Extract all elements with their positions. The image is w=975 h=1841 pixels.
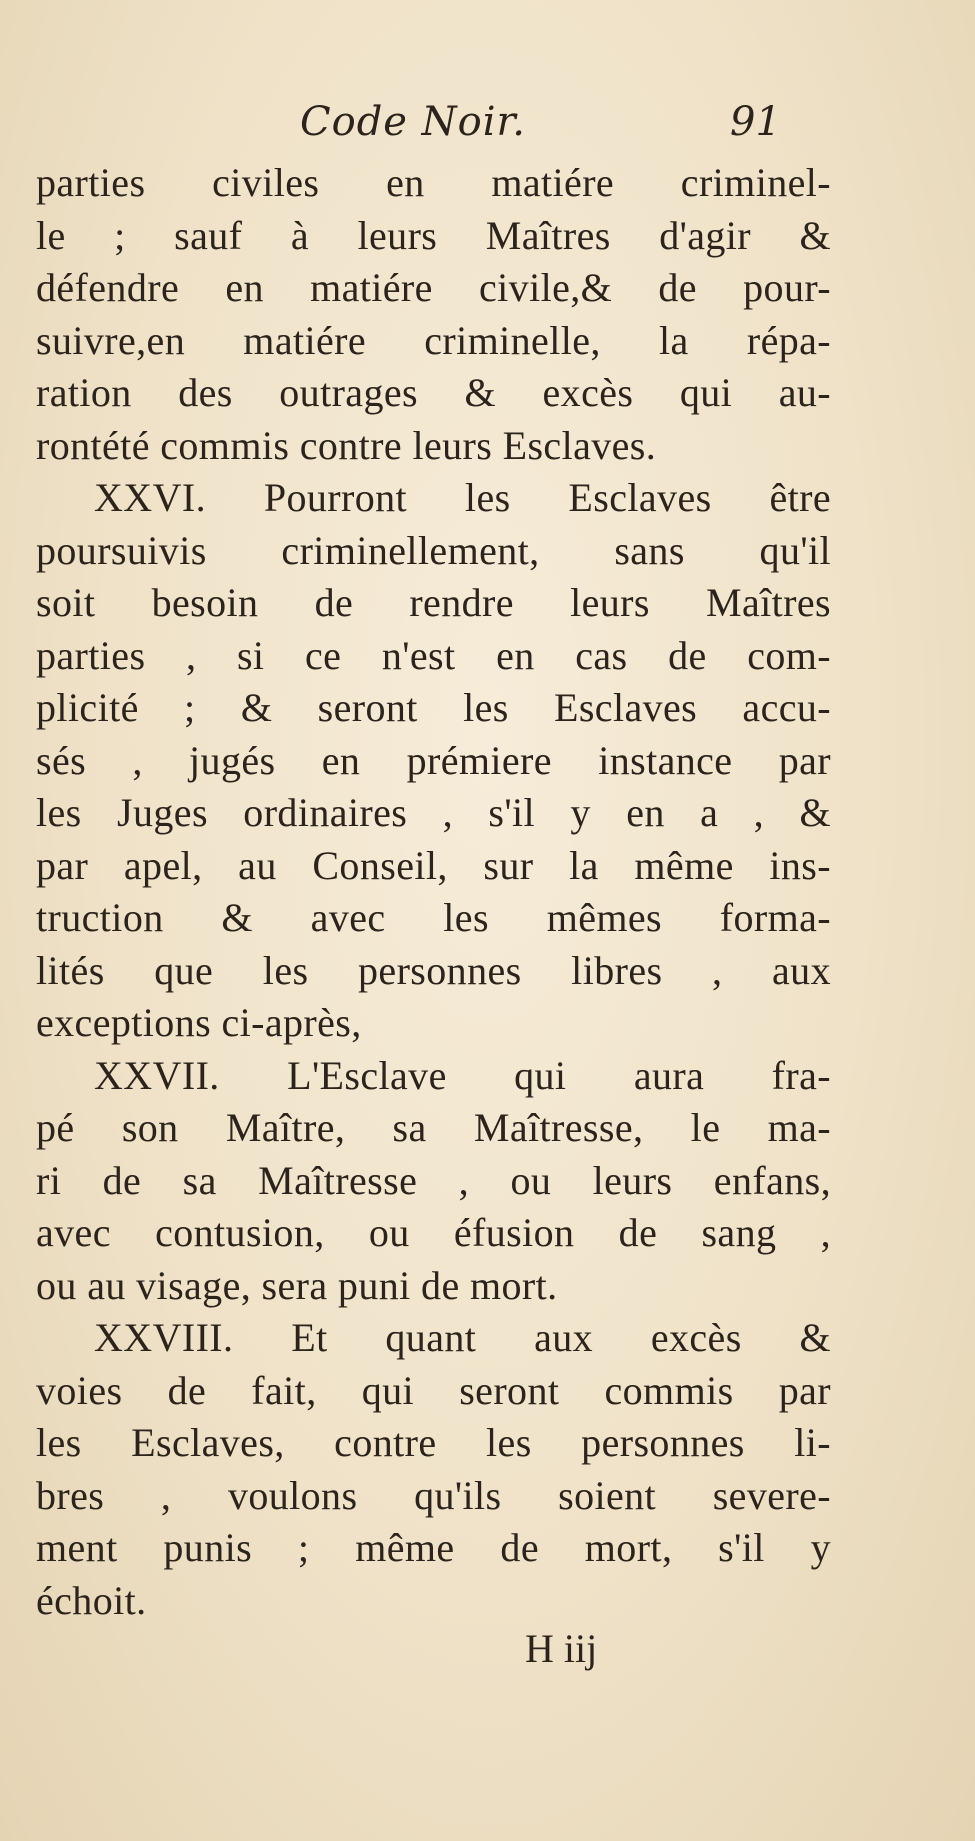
text-line: parties , si ce n'est en cas de com-: [36, 632, 831, 678]
text-line: le ; sauf à leurs Maîtres d'agir &: [36, 212, 831, 258]
running-head: [0, 95, 975, 155]
page-number: 91: [730, 99, 781, 145]
article-heading-line: XXVI. Pourront les Esclaves être: [94, 475, 831, 520]
text-line: pé son Maître, sa Maîtresse, le ma-: [36, 1105, 831, 1150]
signature-mark: H iij: [525, 1626, 598, 1671]
article-heading-line: XXVII. L'Esclave qui aura fra-: [94, 1052, 831, 1098]
text-line: truction & avec les mêmes forma-: [36, 895, 831, 940]
text-line: échoit.: [36, 1577, 147, 1623]
running-title: Code Noir.: [300, 99, 526, 145]
text-line: ration des outrages & excès qui au-: [36, 370, 831, 415]
text-line: plicité ; & seront les Esclaves accu-: [36, 685, 831, 730]
text-line: les Juges ordinaires , s'il y en a , &: [36, 790, 831, 835]
text-line: bres , voulons qu'ils soient severe-: [36, 1472, 831, 1518]
text-line: avec contusion, ou éfusion de sang ,: [36, 1210, 831, 1255]
body-text: [36, 157, 831, 1627]
text-line: poursuivis criminellement, sans qu'il: [36, 527, 831, 573]
text-line: soit besoin de rendre leurs Maîtres: [36, 580, 831, 625]
text-line: sés , jugés en prémiere instance par: [36, 737, 831, 783]
text-line: exceptions ci-après,: [36, 1000, 362, 1045]
text-line: par apel, au Conseil, sur la même ins-: [36, 842, 831, 888]
text-line: ri de sa Maîtresse , ou leurs enfans,: [36, 1157, 831, 1203]
text-line: suivre,en matiére criminelle, la répa-: [36, 317, 831, 363]
text-line: rontété commis contre leurs Esclaves.: [36, 422, 657, 468]
article-heading-line: XXVIII. Et quant aux excès &: [94, 1315, 831, 1360]
text-line: ment punis ; même de mort, s'il y: [36, 1525, 831, 1570]
text-line: lités que les personnes libres , aux: [36, 947, 831, 993]
text-line: défendre en matiére civile,& de pour-: [36, 265, 831, 310]
text-line: voies de fait, qui seront commis par: [36, 1367, 831, 1413]
text-line: les Esclaves, contre les personnes li-: [36, 1420, 831, 1465]
text-line: parties civiles en matiére criminel-: [36, 160, 831, 205]
text-line: ou au visage, sera puni de mort.: [36, 1262, 558, 1308]
